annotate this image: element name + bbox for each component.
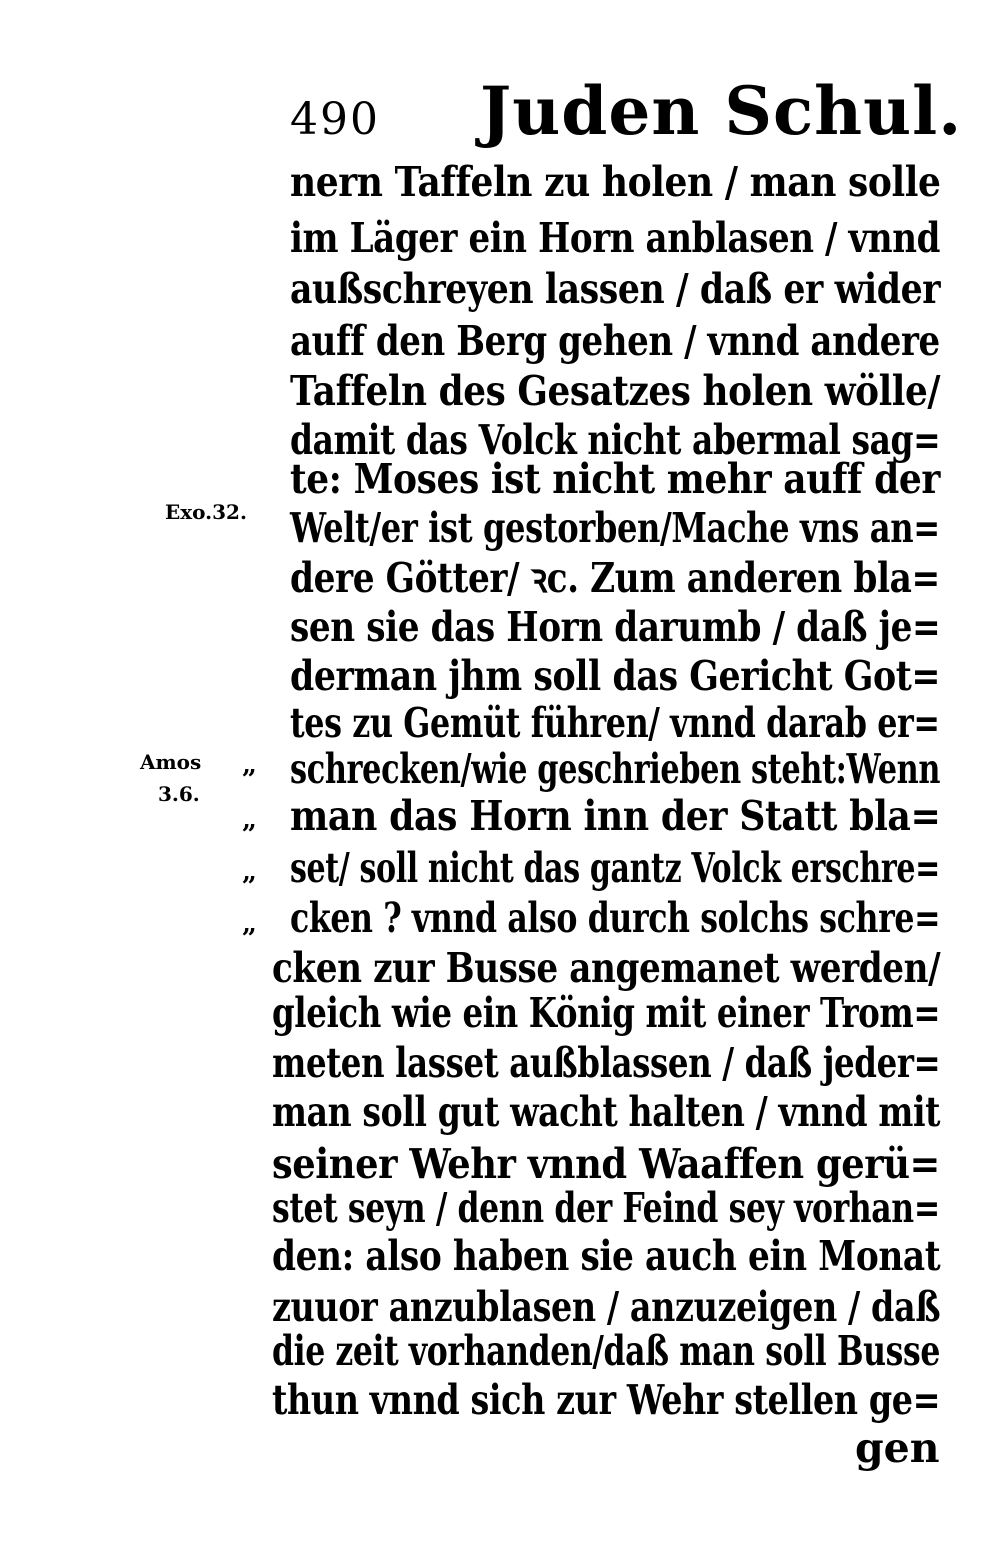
text-line: derman jhm soll das Gericht Got= — [290, 652, 941, 700]
text-line: cken ? vnnd also durch solchs schre= — [290, 894, 941, 942]
text-line: Welt/er ist gestorben/Mache vns an= — [290, 504, 940, 552]
text-line: im Läger ein Horn anblasen / vnnd — [290, 214, 941, 262]
text-line: tes zu Gemüt führen/ vnnd darab er= — [290, 699, 940, 747]
quote-mark: „ — [242, 750, 257, 780]
text-line: dere Götter/ ꝛc. Zum anderen bla= — [290, 554, 940, 602]
text-line: thun vnnd sich zur Wehr stellen ge= — [272, 1376, 941, 1424]
catchword: gen — [855, 1424, 940, 1472]
text-line: schrecken/wie geschrieben steht:Wenn — [290, 745, 941, 793]
text-line: meten lasset außblassen / daß jeder= — [272, 1039, 941, 1087]
margin-note-exodus: Exo.32. — [165, 500, 247, 524]
text-line: seiner Wehr vnnd Waaffen gerü= — [272, 1140, 940, 1188]
text-line: nern Taffeln zu holen / man solle — [290, 158, 941, 206]
text-line: cken zur Busse angemanet werden/ — [272, 944, 941, 992]
quote-mark: „ — [242, 909, 257, 939]
running-title: Juden Schul. — [480, 72, 963, 150]
page-number: 490 — [290, 94, 380, 145]
text-line: Taffeln des Gesatzes holen wölle/ — [290, 367, 940, 415]
text-line: die zeit vorhanden/daß man soll Busse — [272, 1327, 940, 1375]
margin-note-amos-ref: 3.6. — [158, 782, 200, 806]
text-line: außschreyen lassen / daß er wider — [290, 265, 941, 313]
text-line: te: Moses ist nicht mehr auff der — [290, 455, 940, 503]
quote-mark: „ — [242, 805, 257, 835]
text-line: auff den Berg gehen / vnnd andere — [290, 317, 940, 365]
text-line: man das Horn inn der Statt bla= — [290, 792, 941, 840]
quote-mark: „ — [242, 857, 257, 887]
text-line: gleich wie ein König mit einer Trom= — [272, 989, 941, 1037]
text-line: damit das Volck nicht abermal sag= — [290, 416, 941, 464]
text-line: den: also haben sie auch ein Monat — [272, 1232, 941, 1280]
text-line: stet seyn / denn der Feind sey vorhan= — [272, 1184, 940, 1232]
text-line: sen sie das Horn darumb / daß je= — [290, 603, 941, 651]
text-line: set/ soll nicht das gantz Volck erschre= — [290, 844, 940, 892]
text-line: zuuor anzublasen / anzuzeigen / daß — [272, 1283, 941, 1331]
text-line: man soll gut wacht halten / vnnd mit — [272, 1088, 941, 1136]
margin-note-amos: Amos — [140, 750, 202, 774]
